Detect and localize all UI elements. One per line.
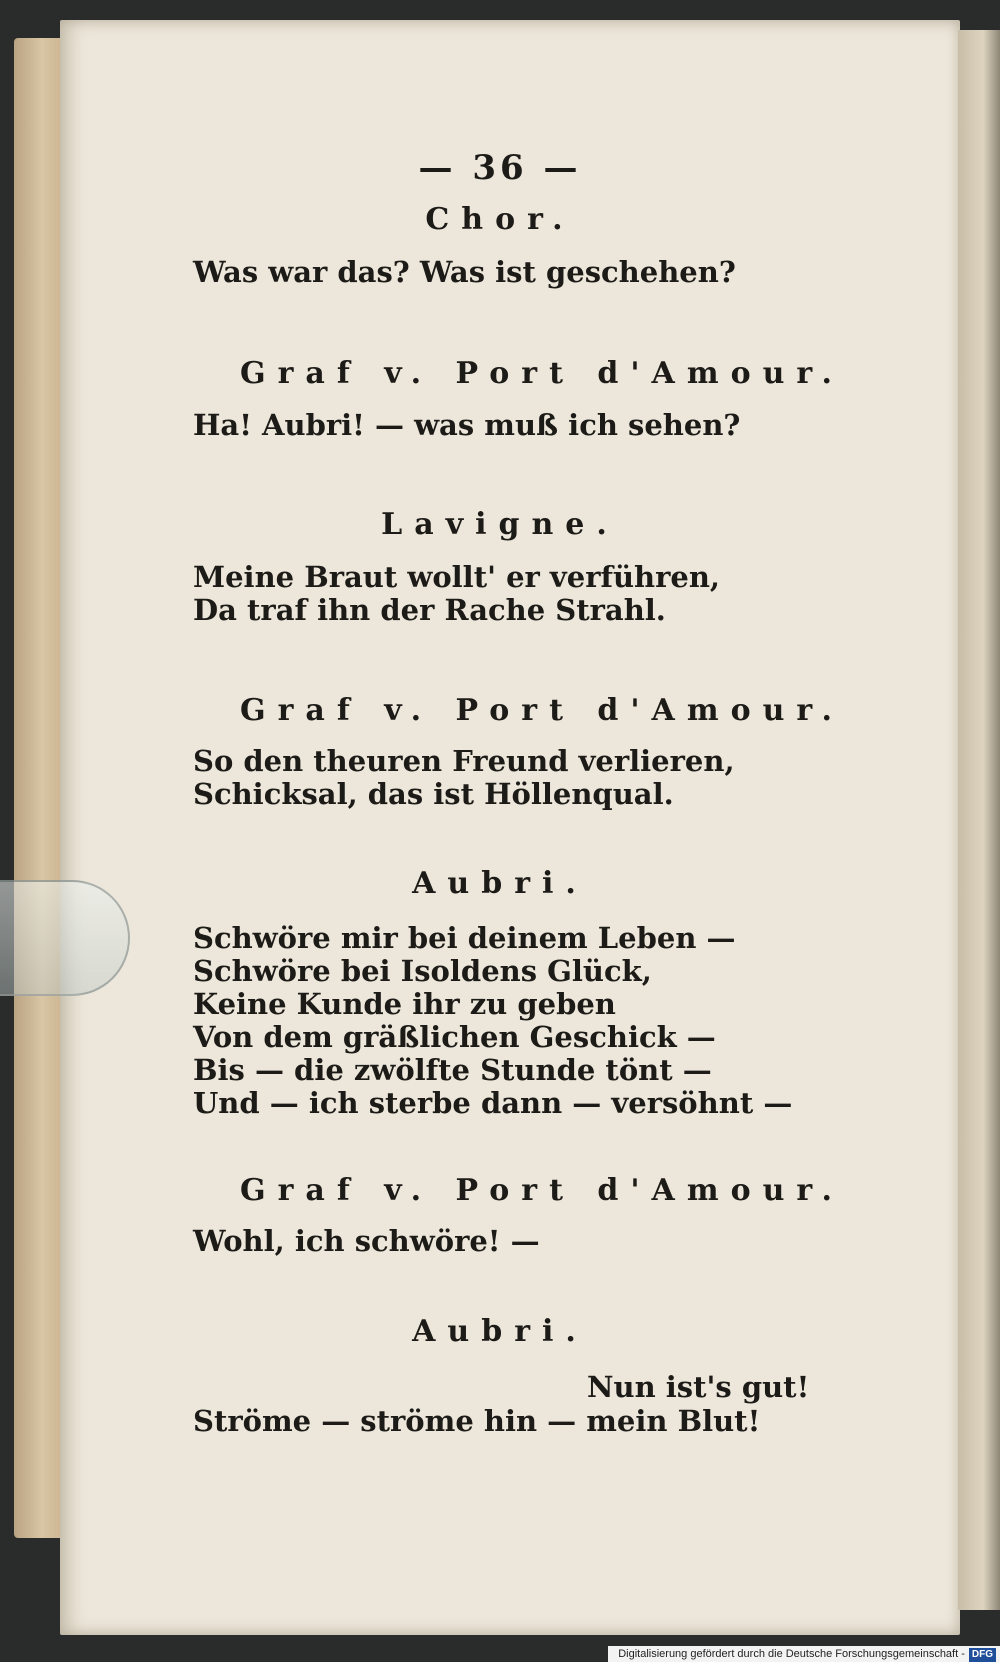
page-number: — 36 — — [418, 148, 582, 188]
speaker-heading: Chor. — [425, 202, 575, 237]
verse-line: Wohl, ich schwöre! — — [193, 1224, 540, 1258]
speaker-heading: Aubri. — [412, 866, 588, 901]
speaker-heading: Graf v. Port d'Amour. — [240, 1173, 844, 1208]
verse-line: Meine Braut wollt' er verführen, — [193, 560, 721, 594]
verse-line: Was war das? Was ist geschehen? — [193, 255, 736, 289]
verse-line: Und — ich sterbe dann — versöhnt — — [193, 1086, 793, 1120]
verse-line: Ha! Aubri! — was muß ich sehen? — [193, 408, 741, 442]
dfg-logo: DFG — [969, 1648, 996, 1662]
page-clip — [0, 880, 130, 996]
digitization-footer — [608, 1646, 1000, 1662]
verse-line: Nun ist's gut! — [587, 1370, 810, 1404]
footer-text: Digitalisierung gefördert durch die Deutsche Forschungsgemeinschaft - — [618, 1648, 965, 1660]
verse-line: Von dem gräßlichen Geschick — — [193, 1020, 716, 1054]
speaker-heading: Graf v. Port d'Amour. — [240, 356, 844, 391]
verse-line: Schwöre bei Isoldens Glück, — [193, 954, 652, 988]
verse-line: Da traf ihn der Rache Strahl. — [193, 593, 666, 627]
speaker-heading: Graf v. Port d'Amour. — [240, 693, 844, 728]
verse-line: Bis — die zwölfte Stunde tönt — — [193, 1053, 712, 1087]
verse-line: So den theuren Freund verlieren, — [193, 744, 735, 778]
speaker-heading: Lavigne. — [381, 507, 619, 542]
verse-line: Schwöre mir bei deinem Leben — — [193, 921, 736, 955]
verse-line: Ströme — ströme hin — mein Blut! — [193, 1404, 761, 1438]
verse-line: Schicksal, das ist Höllenqual. — [193, 777, 674, 811]
facing-page-edge — [958, 30, 1000, 1610]
verse-line: Keine Kunde ihr zu geben — [193, 987, 616, 1021]
speaker-heading: Aubri. — [412, 1314, 588, 1349]
